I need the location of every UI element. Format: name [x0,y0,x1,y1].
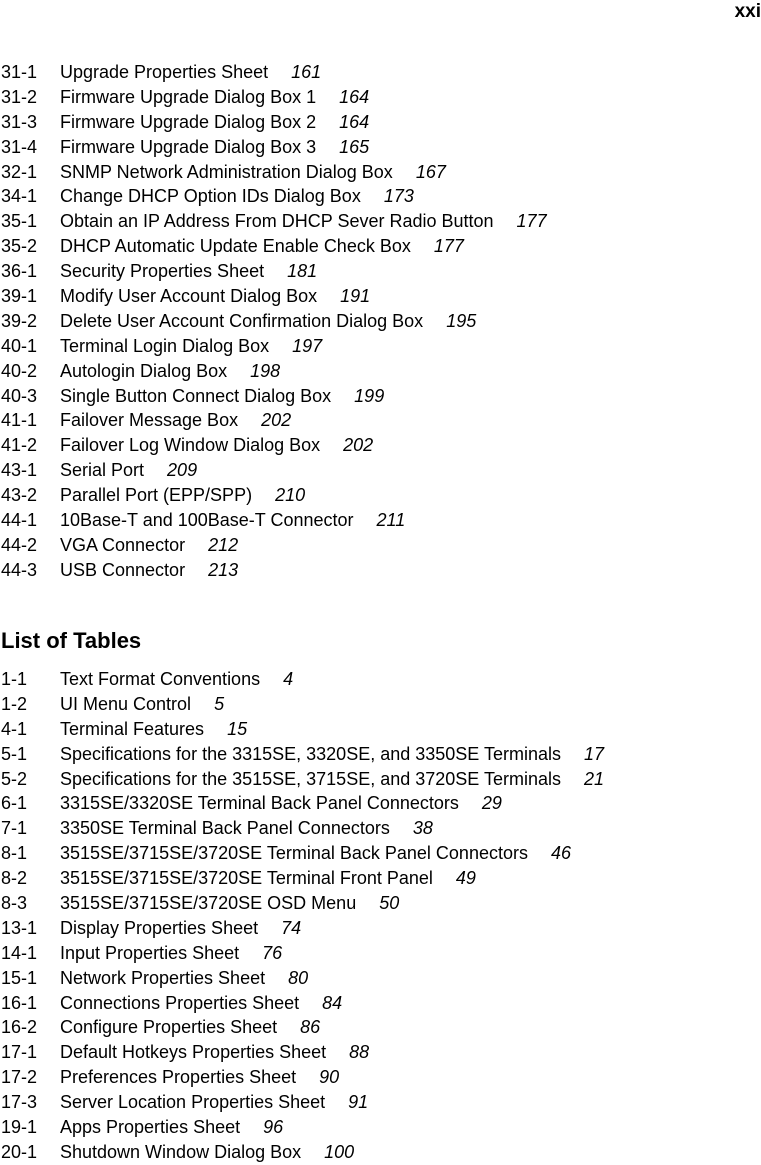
entry-number: 13-1 [1,917,38,938]
list-item [1,508,547,533]
entry-number: 15-1 [1,967,38,988]
entry-title: Server Location Properties Sheet [60,1092,326,1113]
entry-number: 43-2 [1,485,38,506]
list-item [1,966,604,991]
list-item [1,483,547,508]
entry-page-number: 177 [516,211,547,232]
list-item [1,1040,604,1065]
entry-page-number: 91 [348,1092,369,1113]
entry-title: Preferences Properties Sheet [60,1067,297,1088]
entry-title: 3315SE/3320SE Terminal Back Panel Connectors [60,793,459,814]
entry-number: 14-1 [1,942,38,963]
list-item [1,284,547,309]
entry-title: 10Base-T and 100Base-T Connector [60,510,354,531]
entry-page-number: 199 [354,385,385,406]
entry-title: Autologin Dialog Box [60,360,228,381]
list-item [1,767,604,792]
entry-number: 32-1 [1,161,38,182]
entry-number: 8-2 [1,868,28,889]
entry-title: Failover Message Box [60,410,239,431]
entry-page-number: 76 [262,942,283,963]
entry-page-number: 211 [376,510,406,531]
entry-number: 31-1 [1,62,38,82]
entry-number: 40-3 [1,385,38,406]
list-of-tables [1,667,604,1165]
entry-number: 41-1 [1,410,38,431]
entry-title: Serial Port [60,460,145,481]
entry-number: 8-3 [1,893,28,914]
list-item [1,991,604,1016]
entry-number: 35-2 [1,236,38,257]
entry-page-number: 90 [319,1067,340,1088]
entry-page-number: 86 [300,1017,321,1038]
entry-page-number: 212 [208,534,239,555]
entry-number: 35-1 [1,211,38,232]
list-item [1,184,547,209]
entry-title: Input Properties Sheet [60,942,240,963]
page-number: xxi [734,1,761,22]
entry-page-number: 164 [339,86,370,107]
entry-number: 17-3 [1,1092,38,1113]
entry-number: 31-2 [1,86,38,107]
list-item [1,135,547,160]
entry-page-number: 165 [339,136,370,157]
entry-title: Configure Properties Sheet [60,1017,278,1038]
list-item [1,866,604,891]
entry-title: Failover Log Window Dialog Box [60,435,321,456]
list-item [1,816,604,841]
list-item [1,558,547,583]
entry-number: 6-1 [1,793,28,814]
entry-page-number: 84 [322,992,343,1013]
entry-number: 39-1 [1,286,38,307]
entry-number: 5-2 [1,768,28,789]
entry-title: 3515SE/3715SE/3720SE Terminal Back Panel Connectors [60,843,528,864]
entry-page-number: 46 [550,843,571,864]
list-item [1,359,547,384]
entry-page-number: 173 [383,186,414,207]
entry-title: 3350SE Terminal Back Panel Connectors [60,818,390,839]
entry-number: 5-1 [1,743,28,764]
list-item [1,717,604,742]
entry-number: 36-1 [1,261,38,282]
entry-number: 44-1 [1,510,38,531]
entry-page-number: 50 [379,893,400,914]
entry-page-number: 17 [584,743,605,764]
entry-page-number: 74 [281,917,302,938]
entry-title: UI Menu Control [60,693,192,714]
list-of-figures [1,60,547,583]
list-item [1,408,547,433]
list-item [1,334,547,359]
entry-number: 44-3 [1,559,38,580]
entry-page-number: 195 [446,310,477,331]
entry-page-number: 21 [584,768,605,789]
entry-page-number: 210 [275,485,306,506]
entry-page-number: 202 [261,410,292,431]
entry-title: USB Connector [60,559,186,580]
entry-title: Network Properties Sheet [60,967,266,988]
entry-number: 31-3 [1,111,38,132]
entry-page-number: 5 [214,693,225,714]
entry-page-number: 213 [208,559,239,580]
entry-page-number: 177 [433,236,464,257]
section-heading: List of Tables [1,628,142,653]
entry-title: Terminal Features [60,718,205,739]
entry-number: 16-2 [1,1017,38,1038]
entry-number: 41-2 [1,435,38,456]
entry-title: Text Format Conventions [60,669,261,689]
entry-page-number: 4 [283,669,294,689]
entry-title: Firmware Upgrade Dialog Box 1 [60,86,317,107]
entry-page-number: 197 [292,335,323,356]
list-item [1,458,547,483]
entry-number: 44-2 [1,534,38,555]
list-item [1,941,604,966]
list-item [1,234,547,259]
entry-page-number: 100 [324,1141,355,1162]
list-item [1,891,604,916]
entry-title: Connections Properties Sheet [60,992,300,1013]
entry-number: 1-2 [1,693,28,714]
entry-page-number: 80 [288,967,309,988]
list-item [1,1065,604,1090]
entry-title: Obtain an IP Address From DHCP Sever Radio Button [60,211,494,232]
list-item [1,667,604,692]
entry-title: Firmware Upgrade Dialog Box 3 [60,136,317,157]
entry-page-number: 96 [263,1117,284,1138]
list-item [1,692,604,717]
list-item [1,916,604,941]
entry-number: 43-1 [1,460,38,481]
entry-title: SNMP Network Administration Dialog Box [60,161,393,182]
entry-number: 40-1 [1,335,38,356]
entry-page-number: 191 [340,286,371,307]
entry-title: Shutdown Window Dialog Box [60,1141,302,1162]
entry-number: 20-1 [1,1141,38,1162]
entry-title: Specifications for the 3315SE, 3320SE, and 3350SE Terminals [60,743,561,764]
entry-title: Upgrade Properties Sheet [60,62,269,82]
list-item [1,1140,604,1165]
entry-title: Modify User Account Dialog Box [60,286,318,307]
entry-page-number: 161 [291,62,322,82]
entry-page-number: 15 [227,718,248,739]
entry-title: DHCP Automatic Update Enable Check Box [60,236,411,257]
entry-number: 8-1 [1,843,28,864]
entry-number: 31-4 [1,136,38,157]
entry-page-number: 181 [287,261,318,282]
list-item [1,259,547,284]
list-item [1,841,604,866]
entry-number: 17-1 [1,1042,38,1063]
entry-title: 3515SE/3715SE/3720SE OSD Menu [60,893,357,914]
list-item [1,384,547,409]
entry-title: Single Button Connect Dialog Box [60,385,332,406]
entry-page-number: 167 [415,161,446,182]
entry-page-number: 198 [250,360,281,381]
entry-title: Delete User Account Confirmation Dialog Box [60,310,424,331]
entry-page-number: 49 [455,868,476,889]
list-item [1,160,547,185]
entry-title: Parallel Port (EPP/SPP) [60,485,253,506]
entry-page-number: 202 [343,435,374,456]
entry-number: 4-1 [1,718,28,739]
entry-number: 39-2 [1,310,38,331]
entry-number: 40-2 [1,360,38,381]
list-item [1,209,547,234]
entry-page-number: 38 [412,818,433,839]
entry-number: 16-1 [1,992,38,1013]
entry-title: VGA Connector [60,534,186,555]
entry-page-number: 29 [481,793,502,814]
entry-number: 17-2 [1,1067,38,1088]
entry-number: 19-1 [1,1117,38,1138]
list-item [1,791,604,816]
entry-number: 1-1 [1,669,28,689]
entry-title: Display Properties Sheet [60,917,259,938]
list-item [1,742,604,767]
entry-title: Specifications for the 3515SE, 3715SE, and 3720SE Terminals [60,768,561,789]
entry-title: Apps Properties Sheet [60,1117,241,1138]
entry-title: Firmware Upgrade Dialog Box 2 [60,111,317,132]
entry-page-number: 164 [339,111,370,132]
entry-number: 7-1 [1,818,28,839]
entry-title: Change DHCP Option IDs Dialog Box [60,186,361,207]
list-item [1,60,547,85]
entry-number: 34-1 [1,186,38,207]
entry-page-number: 88 [349,1042,370,1063]
list-item [1,433,547,458]
list-item [1,110,547,135]
list-item [1,533,547,558]
entry-page-number: 209 [167,460,198,481]
list-item [1,1015,604,1040]
list-item [1,1115,604,1140]
list-item [1,309,547,334]
list-item [1,85,547,110]
list-item [1,1090,604,1115]
entry-title: Security Properties Sheet [60,261,265,282]
entry-title: Terminal Login Dialog Box [60,335,270,356]
entry-title: Default Hotkeys Properties Sheet [60,1042,327,1063]
entry-title: 3515SE/3715SE/3720SE Terminal Front Panel [60,868,433,889]
